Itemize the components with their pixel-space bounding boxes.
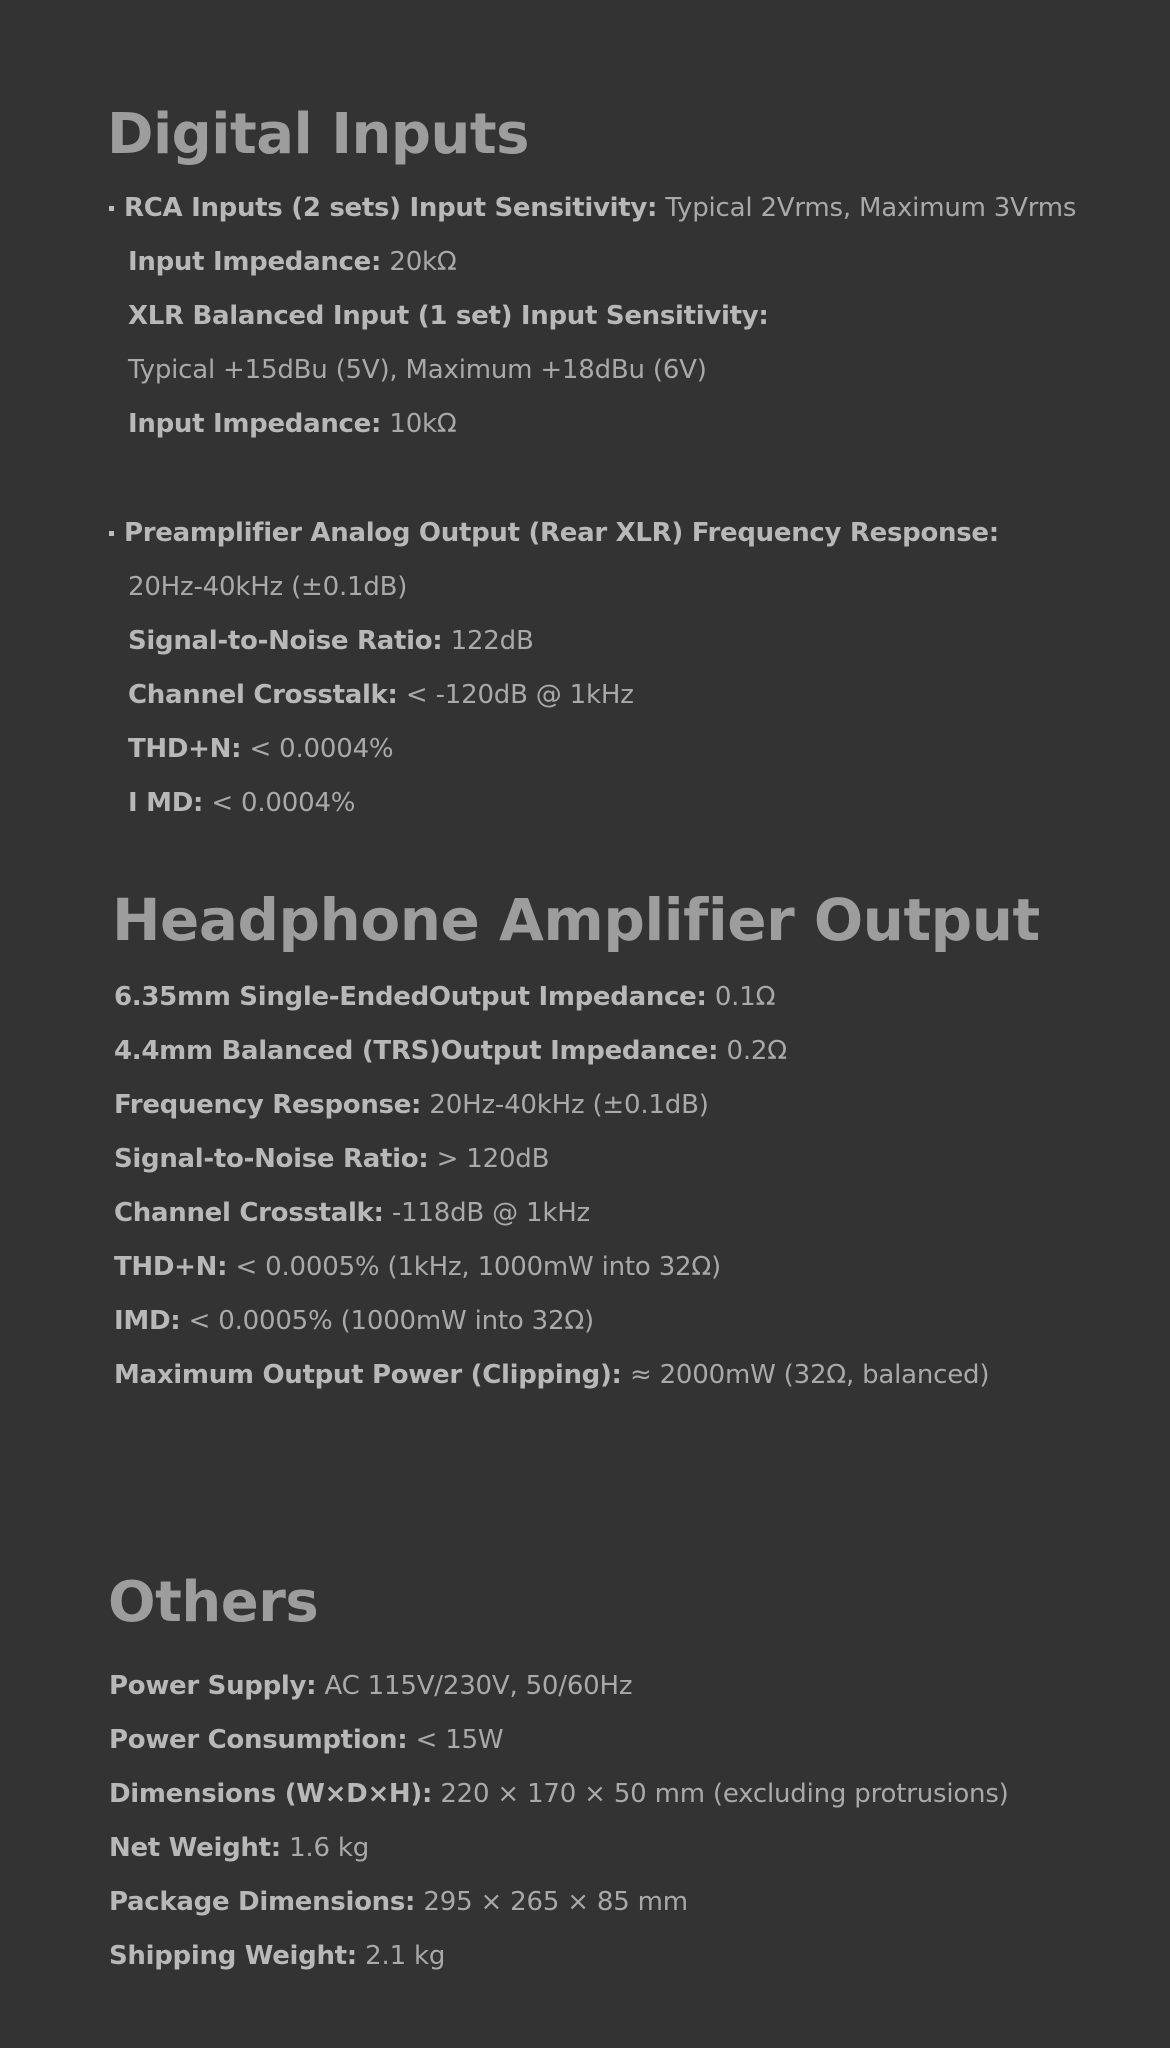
spec-row <box>109 1669 632 1703</box>
spec-value: 1.6 kg <box>289 1833 370 1863</box>
headphone-output-heading: Headphone Amplifier Output <box>112 886 1040 954</box>
spec-label: Package Dimensions: <box>109 1887 416 1917</box>
spec-value: 122dB <box>450 626 534 656</box>
spec-row <box>128 624 534 658</box>
spec-label: Channel Crosstalk: <box>114 1198 384 1228</box>
spec-row <box>109 1831 369 1865</box>
digital-inputs-heading: Digital Inputs <box>107 102 529 167</box>
spec-row <box>109 1885 688 1919</box>
spec-label: Power Supply: <box>109 1671 317 1701</box>
spec-row <box>128 245 457 279</box>
spec-row <box>114 980 775 1014</box>
spec-label: RCA Inputs (2 sets) Input Sensitivity: <box>124 193 658 223</box>
spec-value: < 15W <box>415 1725 504 1755</box>
spec-row <box>114 1196 590 1230</box>
spec-label: IMD: <box>114 1306 181 1336</box>
spec-value: Typical 2Vrms, Maximum 3Vrms <box>665 193 1077 223</box>
spec-value: 0.1Ω <box>714 982 776 1012</box>
spec-label: Signal-to-Noise Ratio: <box>128 626 443 656</box>
spec-label: 6.35mm Single-EndedOutput Impedance: <box>114 982 707 1012</box>
spec-label: THD+N: <box>114 1252 228 1282</box>
spec-value: < 0.0004% <box>211 788 356 818</box>
spec-row <box>114 1034 787 1068</box>
spec-value: ≈ 2000mW (32Ω, balanced) <box>629 1360 990 1390</box>
spec-row <box>109 1939 445 1973</box>
spec-value: 295 × 265 × 85 mm <box>423 1887 688 1917</box>
spec-label: Maximum Output Power (Clipping): <box>114 1360 622 1390</box>
others-heading: Others <box>108 1570 319 1635</box>
spec-row <box>124 516 999 550</box>
spec-row <box>109 1723 503 1757</box>
spec-label: Signal-to-Noise Ratio: <box>114 1144 429 1174</box>
bullet-marker <box>109 531 114 536</box>
spec-value: 0.2Ω <box>726 1036 787 1066</box>
spec-row <box>114 1250 721 1284</box>
spec-row <box>128 678 634 712</box>
spec-value: -118dB @ 1kHz <box>391 1198 590 1228</box>
spec-value: AC 115V/230V, 50/60Hz <box>324 1671 633 1701</box>
spec-row <box>114 1088 709 1122</box>
spec-label: Channel Crosstalk: <box>128 680 398 710</box>
spec-row <box>109 1777 1009 1811</box>
spec-label: Net Weight: <box>109 1833 281 1863</box>
spec-row <box>114 1358 989 1392</box>
spec-label: Input Impedance: <box>128 409 382 439</box>
spec-value: 10kΩ <box>389 409 457 439</box>
spec-row <box>114 1304 594 1338</box>
spec-row <box>128 353 707 387</box>
spec-value: < 0.0005% (1kHz, 1000mW into 32Ω) <box>235 1252 721 1282</box>
spec-label: Frequency Response: <box>114 1090 422 1120</box>
spec-value: 2.1 kg <box>365 1941 446 1971</box>
spec-label: Dimensions (W×D×H): <box>109 1779 433 1809</box>
spec-value: < -120dB @ 1kHz <box>405 680 634 710</box>
spec-row <box>128 732 393 766</box>
spec-value: Typical +15dBu (5V), Maximum +18dBu (6V) <box>128 355 707 385</box>
spec-label: Preamplifier Analog Output (Rear XLR) Frequency Response: <box>124 518 999 548</box>
spec-value: 220 × 170 × 50 mm (excluding protrusions) <box>440 1779 1009 1809</box>
spec-row <box>124 191 1076 225</box>
spec-value: < 0.0004% <box>249 734 394 764</box>
spec-value: 20Hz-40kHz (±0.1dB) <box>429 1090 709 1120</box>
spec-label: 4.4mm Balanced (TRS)Output Impedance: <box>114 1036 719 1066</box>
spec-row <box>128 786 355 820</box>
spec-label: THD+N: <box>128 734 242 764</box>
spec-label: Power Consumption: <box>109 1725 408 1755</box>
bullet-marker <box>109 206 114 211</box>
spec-label: XLR Balanced Input (1 set) Input Sensitivity: <box>128 301 769 331</box>
spec-row <box>128 407 457 441</box>
spec-value: > 120dB <box>436 1144 550 1174</box>
spec-label: Input Impedance: <box>128 247 382 277</box>
spec-row <box>128 299 769 333</box>
spec-label: I MD: <box>128 788 204 818</box>
spec-value: < 0.0005% (1000mW into 32Ω) <box>188 1306 594 1336</box>
spec-row <box>128 570 407 604</box>
spec-row <box>114 1142 549 1176</box>
spec-value: 20Hz-40kHz (±0.1dB) <box>128 572 408 602</box>
spec-label: Shipping Weight: <box>109 1941 357 1971</box>
spec-value: 20kΩ <box>389 247 457 277</box>
